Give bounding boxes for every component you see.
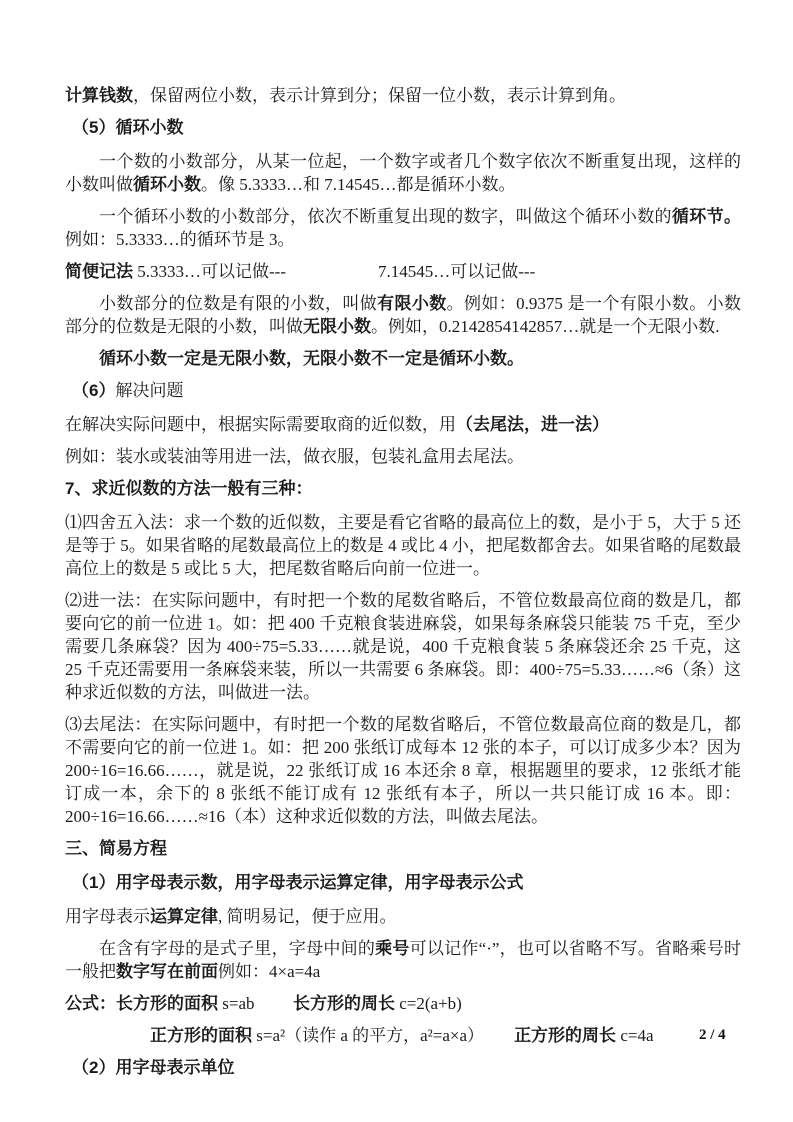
square-area-label: 正方形的面积 xyxy=(150,1026,252,1045)
heading-approximation-methods: 7、求近似数的方法一般有三种： xyxy=(65,479,313,498)
shorthand-left xyxy=(65,262,286,281)
repetend-pre: 一个循环小数的小数部分，依次不断重复出现的数字，叫做这个循环小数的 xyxy=(99,207,672,226)
paragraph-solving xyxy=(65,413,741,436)
times-example: 例如：4×a=4a xyxy=(218,962,321,981)
paragraph-multiplication-sign xyxy=(65,937,741,983)
finite-post: 。例如，0.2142854142857…就是一个无限小数. xyxy=(371,317,720,336)
line-square-formulas xyxy=(65,1024,741,1047)
heading-simple-equations: 三、简易方程 xyxy=(65,839,167,858)
square-perimeter-label: 正方形的周长 xyxy=(514,1026,617,1045)
paragraph-example: 例如：装水或装油等用进一法，做衣服，包装礼盒用去尾法。 xyxy=(65,447,524,466)
rect-area-formula: s=ab xyxy=(218,994,255,1013)
paragraph-repetend xyxy=(65,205,741,251)
square-area-formula: s=a²（读作 a 的平方，a²=a×a） xyxy=(252,1026,485,1045)
page-number: 2 / 4 xyxy=(699,1027,726,1043)
law-post: , 简明易记，便于应用。 xyxy=(218,907,397,926)
repetend-post: 例如：5.3333…的循环节是 3。 xyxy=(65,230,295,249)
heading-repeating-decimal: （5）循环小数 xyxy=(72,118,184,137)
rect-area-label: 长方形的面积 xyxy=(116,994,218,1013)
rect-perimeter-group xyxy=(293,992,462,1015)
shorthand-left-text: 5.3333…可以记做--- xyxy=(133,262,286,281)
paragraph-operation-laws xyxy=(65,905,741,928)
paragraph-money-rounding xyxy=(65,84,741,107)
heading-problem-solving xyxy=(65,379,741,402)
finite-pre: 小数部分的位数是有限的小数，叫做 xyxy=(99,294,378,313)
repeat-term: 循环小数 xyxy=(133,175,201,194)
paragraph-round-up-method: ⑵进一法：在实际问题中，有时把一个数的尾数省略后，不管位数最高位商的数是几，都要向它的前一位进 1。如：把 400 千克粮食装进麻袋，如果每条麻袋只能装 75 千克，至少需要几条麻袋？因为 400÷75=5.33……就是说，400 千克粮食装 5 条麻袋还余 25 千克，这 25 千克还需要用一条麻袋来装，所以一共需要 6 条麻袋。即：400÷75=5.33……≈6（条）这种求近似数的方法，叫做进一法。 xyxy=(65,591,741,702)
paragraph-repeating-definition xyxy=(65,150,741,196)
money-text: ，保留两位小数，表示计算到分；保留一位小数，表示计算到角。 xyxy=(133,86,626,105)
heading-letters-units: （2）用字母表示单位 xyxy=(72,1058,235,1077)
rect-perimeter-label: 长方形的周长 xyxy=(293,994,395,1013)
times-rule: 数字写在前面 xyxy=(116,962,218,981)
paragraph-round-down-method: ⑶去尾法：在实际问题中，有时把一个数的尾数省略后，不管位数最高位商的数是几，都不需要向它的前一位进 1。如：把 200 张纸订成每本 12 张的本子，可以订成多少本？因为 200÷16=16.66……，就是说，22 张纸订成 16 本还余 8 章，根据题里的要求，12 张纸才能订成一本，余下的 8 张纸不能订成有 12 张纸有本子，所以一共只能订成 16 本。即：200÷16=16.66……≈16（本）这种求近似数的方法，叫做去尾法。 xyxy=(65,715,741,826)
repeat-post: 。像 5.3333…和 7.14545…都是循环小数。 xyxy=(201,175,516,194)
heading6-text: 解决问题 xyxy=(115,381,184,400)
rect-perimeter-formula: c=2(a+b) xyxy=(395,994,462,1013)
formula-label: 公式： xyxy=(65,994,116,1013)
paragraph-finite-infinite xyxy=(65,292,741,338)
infinite-term: 无限小数 xyxy=(303,317,371,336)
rect-area-group xyxy=(65,994,255,1013)
paragraph-rounding-method: ⑴四舍五入法：求一个数的近似数，主要是看它省略的最高位上的数，是小于 5，大于 5 还是等于 5。如果省略的尾数最高位上的数是 4 或比 4 小，把尾数都舍去。如果省略的尾数最高位上的数是 5 或比 5 大，把尾数省略后向前一位进一。 xyxy=(65,513,741,578)
repeat-pre: 一个数的小数部分，从某一位起，一个数字或者几个数字依次不断重复出现，这样的小数叫做 xyxy=(65,152,741,194)
repetend-term: 循环节。 xyxy=(671,207,742,226)
solving-methods: （去尾法，进一法） xyxy=(456,415,609,434)
shorthand-term: 简便记法 xyxy=(65,262,133,281)
law-term: 运算定律 xyxy=(150,907,218,926)
statement-rule xyxy=(65,347,741,370)
square-perimeter-formula: c=4a xyxy=(616,1026,654,1045)
heading-letters-represent: （1）用字母表示数，用字母表示运算定律，用字母表示公式 xyxy=(72,873,524,892)
line-shorthand-notation xyxy=(65,260,741,283)
money-term: 计算钱数 xyxy=(65,86,133,105)
solving-pre: 在解决实际问题中，根据实际需要取商的近似数，用 xyxy=(65,415,456,434)
finite-mid: 。例如：0.9375 是一个有限小数。小数部分的位数是无限的小数，叫做 xyxy=(65,294,742,336)
heading6-number: （6） xyxy=(72,381,116,400)
page-content xyxy=(65,84,741,1090)
finite-term: 有限小数 xyxy=(377,294,447,313)
rule-text: 循环小数一定是无限小数，无限小数不一定是循环小数。 xyxy=(99,349,524,368)
shorthand-right-text: 7.14545…可以记做--- xyxy=(378,262,536,281)
line-rectangle-formulas xyxy=(65,992,741,1015)
times-pre: 在含有字母的是式子里，字母中间的 xyxy=(99,939,376,958)
times-mid: 可以记作“·”，也可以省略不写。省略乘号时一般把 xyxy=(65,939,741,981)
times-term: 乘号 xyxy=(375,939,410,958)
law-pre: 用字母表示 xyxy=(65,907,150,926)
